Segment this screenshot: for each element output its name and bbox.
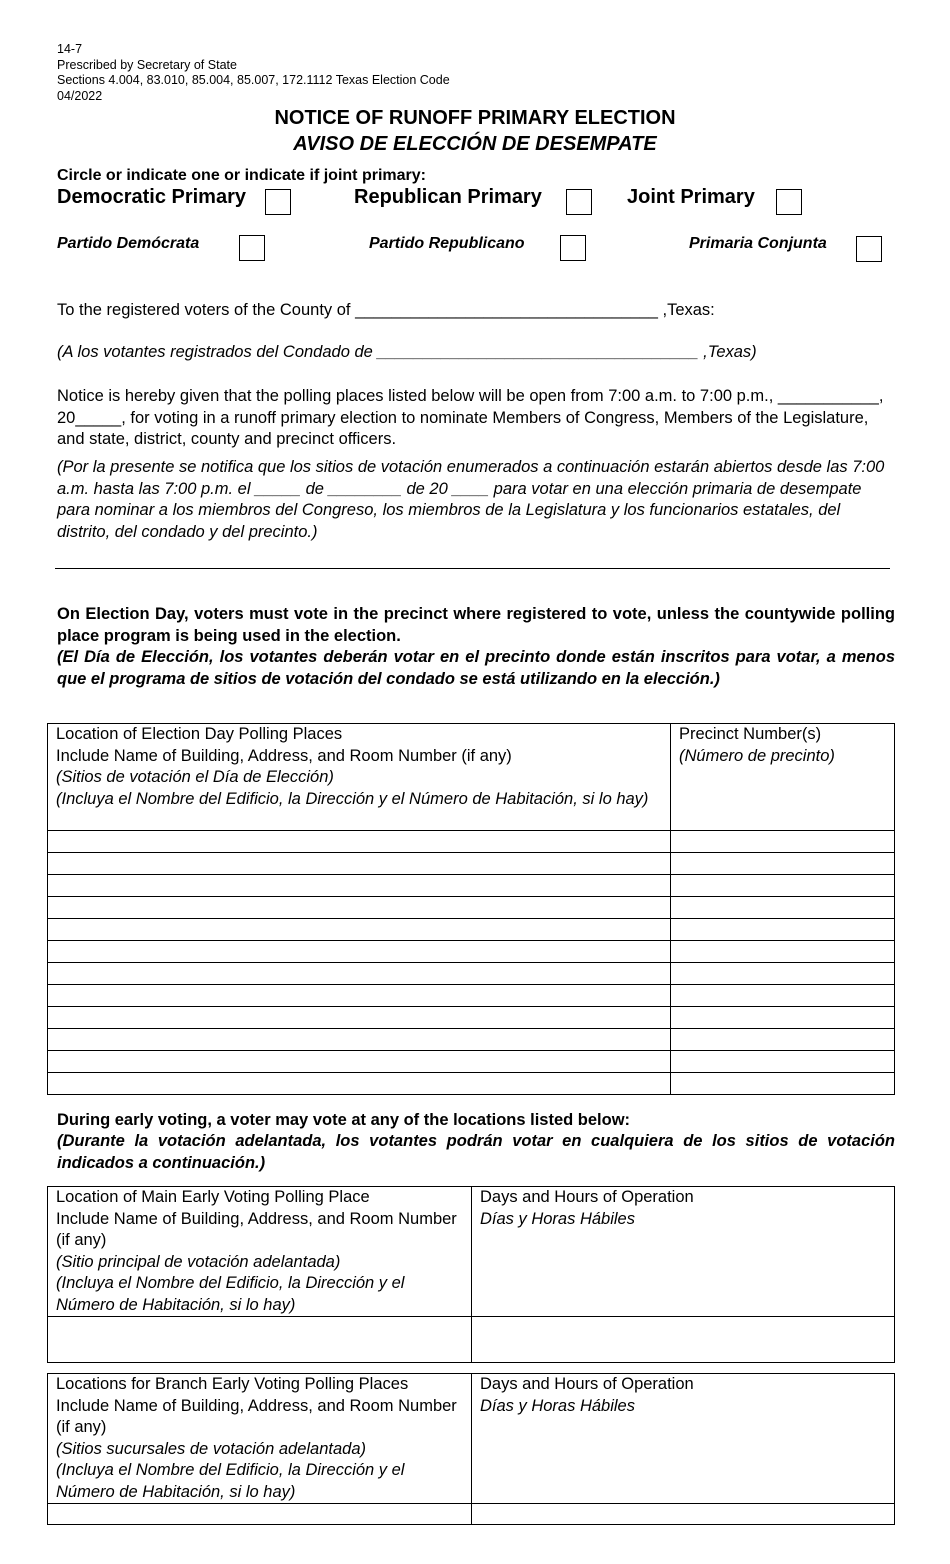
table-row[interactable] [48,897,895,919]
early-voting-notice: During early voting, a voter may vote at any of the locations listed below: [57,1111,631,1129]
location-header-line: Locations for Branch Early Voting Polling Places [56,1375,409,1393]
location-cell[interactable] [48,1051,671,1073]
notice-paragraph-spanish: (Por la presente se notifica que los sitios de votación enumerados a continuación estarán abiertos desde las 7:00 a.m. hasta las 7:00 p.m. el _____ de ________ de 20 ____ para votar en una elección primaria de desempate para nominar a los miembros del Congreso, los miembros de la Legislatura y los funcionarios estatales, del distrito, del condado y del precinto.) [57,458,885,541]
location-cell[interactable] [48,875,671,897]
hours-header-line: Days and Hours of Operation [480,1188,694,1206]
branch-early-voting-table [47,1373,895,1525]
location-cell[interactable] [48,831,671,853]
location-cell[interactable] [48,941,671,963]
location-header-line: (Sitios sucursales de votación adelantada) [56,1439,367,1458]
location-cell[interactable] [48,897,671,919]
joint-primary-label: Joint Primary [627,186,755,208]
election-day-polling-table [47,723,895,1095]
table-row[interactable] [48,1029,895,1051]
divider [55,568,890,569]
location-header-line: Location of Election Day Polling Places [56,725,343,743]
location-header-line: Include Name of Building, Address, and Room Number (if any) [56,1396,457,1436]
location-cell[interactable] [48,1073,671,1095]
table-row[interactable] [48,831,895,853]
republican-primary-label-es: Partido Republicano [369,235,525,252]
republican-primary-checkbox[interactable] [566,189,592,215]
location-header-cell [48,724,671,831]
precinct-cell[interactable] [671,897,895,919]
notice-paragraph: Notice is hereby given that the polling places listed below will be open from 7:00 a.m. to 7:00 p.m., ___________, 20_____, for voting in a runoff primary election to nominate Members of Congress, Members of the Legislature, and state, district, county and precinct officers. [57,387,884,448]
democratic-primary-label-es: Partido Demócrata [57,235,200,252]
joint-primary-checkbox-es[interactable] [856,236,882,262]
table-row[interactable] [48,875,895,897]
location-cell[interactable] [48,1029,671,1051]
table-row[interactable] [48,853,895,875]
main-hours-cell[interactable] [472,1317,895,1363]
county-line-spanish: (A los votantes registrados del Condado de ___________________________________ ,Texas) [57,343,757,361]
precinct-header-line: Precinct Number(s) [679,725,822,743]
primary-instruction: Circle or indicate one or indicate if joint primary: [57,167,426,184]
location-header-line: Location of Main Early Voting Polling Place [56,1188,370,1206]
precinct-cell[interactable] [671,1073,895,1095]
location-cell[interactable] [48,919,671,941]
branch-hours-header-cell [472,1374,895,1504]
table-header-row [48,1187,895,1317]
hours-header-line: Days and Hours of Operation [480,1375,694,1393]
precinct-cell[interactable] [671,1007,895,1029]
page-title: NOTICE OF RUNOFF PRIMARY ELECTION [274,107,676,129]
table-row[interactable] [48,1317,895,1363]
precinct-cell[interactable] [671,963,895,985]
democratic-primary-checkbox-es[interactable] [239,235,265,261]
precinct-cell[interactable] [671,831,895,853]
democratic-primary-checkbox[interactable] [265,189,291,215]
main-location-cell[interactable] [48,1317,472,1363]
hours-header-line: Días y Horas Hábiles [480,1209,635,1228]
location-header-line: (Incluya el Nombre del Edificio, la Dirección y el Número de Habitación, si lo hay) [56,1274,405,1314]
democratic-primary-label: Democratic Primary [57,186,246,208]
branch-location-header-cell [48,1374,472,1504]
main-early-voting-table [47,1186,895,1363]
location-header-line: Include Name of Building, Address, and Room Number (if any) [56,746,512,765]
location-header-line: (Sitio principal de votación adelantada) [56,1252,341,1271]
republican-primary-label: Republican Primary [354,186,542,208]
precinct-cell[interactable] [671,1029,895,1051]
table-header-row [48,1374,895,1504]
location-cell[interactable] [48,1007,671,1029]
table-row[interactable] [48,1051,895,1073]
location-header-line: Include Name of Building, Address, and Room Number (if any) [56,1209,457,1249]
precinct-header-cell [671,724,895,831]
table-row[interactable] [48,985,895,1007]
main-location-header-cell [48,1187,472,1317]
precinct-cell[interactable] [671,875,895,897]
table-row[interactable] [48,1504,895,1525]
table-row[interactable] [48,919,895,941]
branch-location-cell[interactable] [48,1504,472,1525]
branch-hours-cell[interactable] [472,1504,895,1525]
location-header-line: (Sitios de votación el Día de Elección) [56,768,334,786]
table-row[interactable] [48,963,895,985]
location-header-line: (Incluya el Nombre del Edificio, la Dirección y el Número de Habitación, si lo hay) [56,1461,405,1501]
table-header-row [48,724,895,831]
table-row[interactable] [48,941,895,963]
location-cell[interactable] [48,853,671,875]
republican-primary-checkbox-es[interactable] [560,235,586,261]
table-row[interactable] [48,1007,895,1029]
precinct-cell[interactable] [671,853,895,875]
table-row[interactable] [48,1073,895,1095]
form-number: 14-7 [57,42,83,56]
form-date: 04/2022 [57,88,103,103]
hours-header-line: Días y Horas Hábiles [480,1396,635,1415]
joint-primary-checkbox[interactable] [776,189,802,215]
precinct-cell[interactable] [671,941,895,963]
location-cell[interactable] [48,985,671,1007]
page-title-spanish: AVISO DE ELECCIÓN DE DESEMPATE [293,133,657,155]
location-header-line: (Incluya el Nombre del Edificio, la Dirección y el Número de Habitación, si lo hay) [56,789,649,808]
precinct-cell[interactable] [671,985,895,1007]
joint-primary-label-es: Primaria Conjunta [689,235,827,252]
precinct-cell[interactable] [671,919,895,941]
form-meta-block [57,42,450,104]
code-sections: Sections 4.004, 83.010, 85.004, 85.007, 172.1112 Texas Election Code [57,73,450,87]
location-cell[interactable] [48,963,671,985]
county-line: To the registered voters of the County of _________________________________ ,Texas: [57,301,715,319]
election-day-notice: On Election Day, voters must vote in the precinct where registered to vote, unless the countywide polling place program is being used in the election. [57,605,895,645]
early-voting-notice-spanish: (Durante la votación adelantada, los votantes podrán votar en cualquiera de los sitios de votación indicados a continuación.) [57,1132,895,1172]
election-day-notice-spanish: (El Día de Elección, los votantes deberán votar en el precinto donde están inscritos para votar, a menos que el programa de sitios de votación del condado se está utilizando en la elección.) [57,648,895,688]
precinct-cell[interactable] [671,1051,895,1073]
precinct-header-line: (Número de precinto) [679,746,835,765]
prescribed-by: Prescribed by Secretary of State [57,57,237,72]
main-hours-header-cell [472,1187,895,1317]
